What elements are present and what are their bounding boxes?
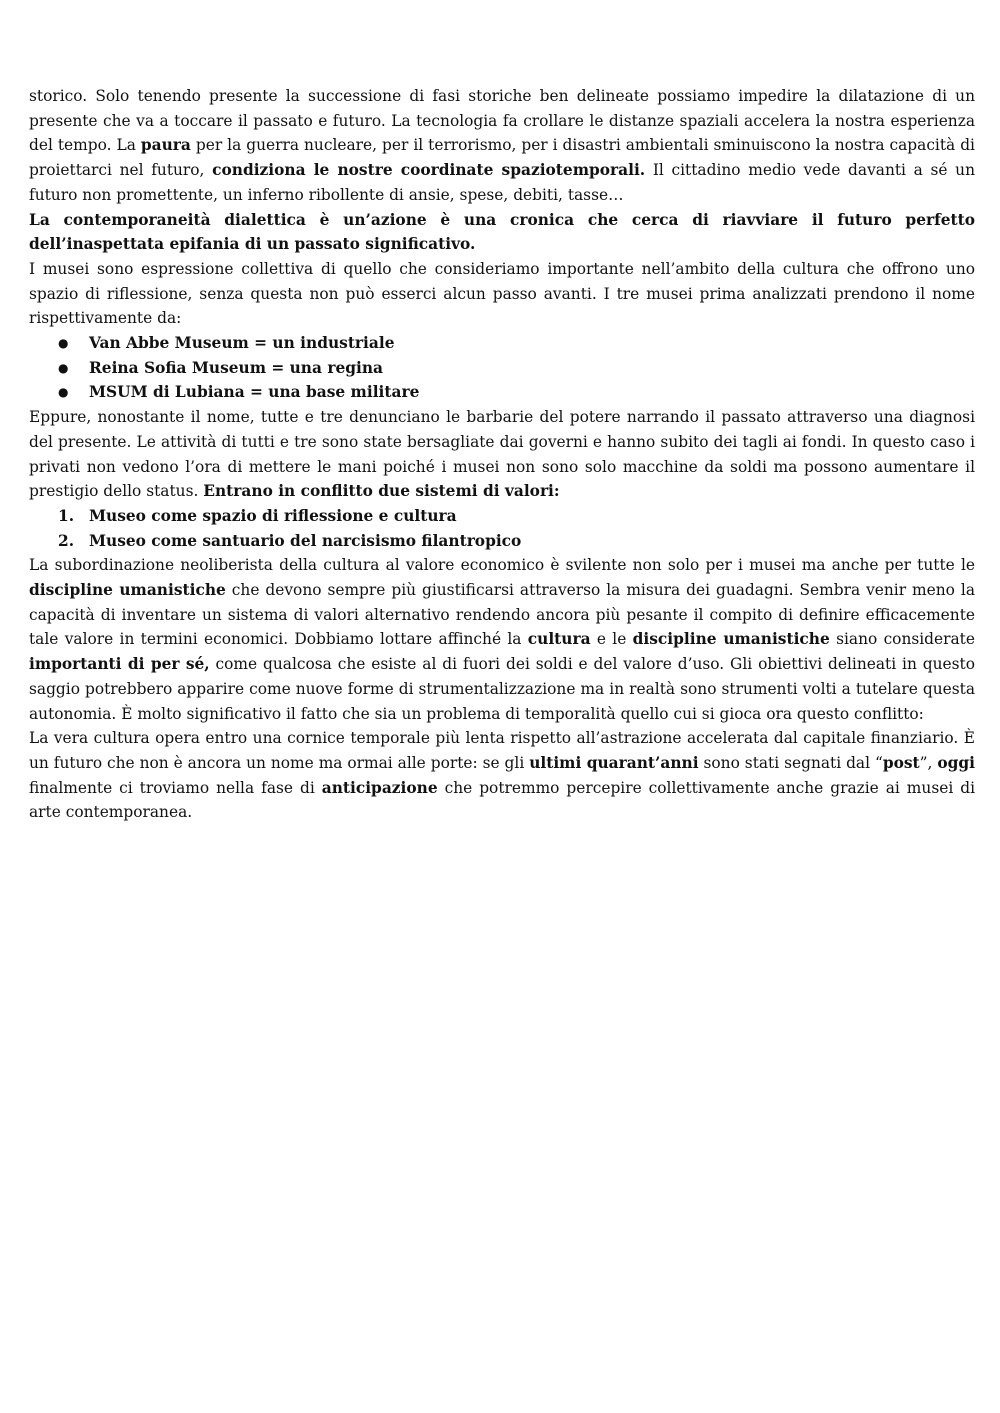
bullet-icon: ● bbox=[58, 336, 69, 351]
paragraph-musei: I musei sono espressione collettiva di quello che consideriamo importante nell’ambito della cultura che offrono uno spazio di riflessione, senza questa non può esserci alcun passo avanti. I tre musei prima analizzati prendono il nome rispettivamente da: bbox=[29, 259, 975, 328]
paragraph-eppure: Eppure, nonostante il nome, tutte e tre denunciano le barbarie del potere narrando il passato attraverso una diagnosi del presente. Le attività di tutti e tre sono state bersagliate dai governi e hanno subito dei tagli ai fondi. In questo caso i privati non vedono l’ora di mettere le mani poiché i musei non sono solo macchine da soldi ma possono aumentare il prestigio dello status. Entrano in conflitto due sistemi di valori: bbox=[29, 408, 975, 501]
museum-bullet-list bbox=[29, 331, 975, 405]
bullet-icon: ● bbox=[58, 360, 69, 375]
list-item: 2. Museo come santuario del narcisismo filantropico bbox=[29, 529, 975, 554]
list-item: 1. Museo come spazio di riflessione e cultura bbox=[29, 504, 975, 529]
list-number: 2. bbox=[58, 531, 75, 550]
bold-conflitto: Entrano in conflitto due sistemi di valori: bbox=[203, 482, 560, 501]
values-numbered-list bbox=[29, 504, 975, 553]
paragraph-subordinazione: La subordinazione neoliberista della cultura al valore economico è svilente non solo per i musei ma anche per tutte le discipline umanistiche che devono sempre più giustificarsi attraverso la misura dei guadagni. Sembra venir meno la capacità di inventare un sistema di valori alternativo rendendo ancora più pesante il compito di definire efficacemente tale valore in termini economici. Dobbiamo lottare affinché la cultura e le discipline umanistiche siano considerate importanti di per sé, come qualcosa che esiste al di fuori dei soldi e del valore d’uso. Gli obiettivi delineati in questo saggio potrebbero apparire come nuove forme di strumentalizzazione ma in realtà sono strumenti volti a tutelare questa autonomia. È molto significativo il fatto che sia un problema di temporalità quello cui si gioca ora questo conflitto: bbox=[29, 556, 975, 723]
paragraph-storico: storico. Solo tenendo presente la successione di fasi storiche ben delineate possiamo impedire la dilatazione di un presente che va a toccare il passato e futuro. La tecnologia fa crollare le distanze spaziali accelera la nostra esperienza del tempo. La paura per la guerra nucleare, per il terrorismo, per i disastri ambientali sminuiscono la nostra capacità di proiettarci nel futuro, condiziona le nostre coordinate spaziotemporali. Il cittadino medio vede davanti a sé un futuro non promettente, un inferno ribollente di ansie, spese, debiti, tasse… bbox=[29, 87, 975, 204]
bold-coordinate: condiziona le nostre coordinate spaziotemporali. bbox=[212, 161, 646, 180]
list-item: ● MSUM di Lubiana = una base militare bbox=[29, 380, 975, 405]
bullet-icon: ● bbox=[58, 385, 69, 400]
bold-paura: paura bbox=[140, 136, 191, 155]
list-number: 1. bbox=[58, 506, 75, 525]
document-page bbox=[29, 84, 975, 825]
paragraph-vera-cultura: La vera cultura opera entro una cornice temporale più lenta rispetto all’astrazione accelerata dal capitale finanziario. È un futuro che non è ancora un nome ma ormai alle porte: se gli ultimi quarant’anni sono stati segnati dal “post”, oggi finalmente ci troviamo nella fase di anticipazione che potremmo percepire collettivamente anche grazie ai musei di arte contemporanea. bbox=[29, 729, 975, 822]
paragraph-contemporaneita: La contemporaneità dialettica è un’azione è una cronica che cerca di riavviare il futuro perfetto dell’inaspettata epifania di un passato significativo. bbox=[29, 210, 975, 254]
list-item: ● Reina Sofia Museum = una regina bbox=[29, 356, 975, 381]
list-item: ● Van Abbe Museum = un industriale bbox=[29, 331, 975, 356]
